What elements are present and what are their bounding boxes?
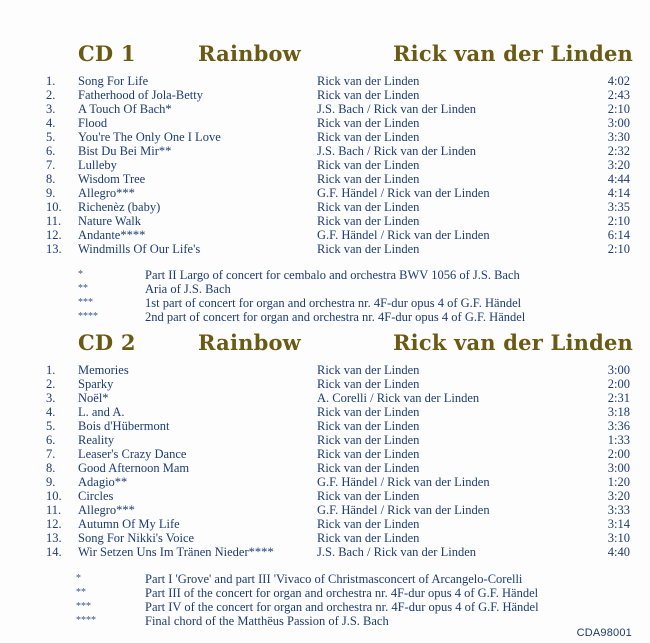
footnote-marker: ** [78,283,88,294]
cd1-label: CD 1 [78,41,136,66]
catalog-number: CDA98001 [576,627,632,639]
track-number: 11. [46,503,62,517]
track-title: Allegro*** [78,503,135,517]
footnote-text: Part III of the concert for organ and orchestra nr. 4F-dur opus 4 of G.F. Händel [145,586,539,600]
footnote [0,268,650,282]
footnote [0,586,650,600]
track-row [0,391,650,405]
track-duration: 4:14 [607,186,630,200]
track-row [0,228,650,242]
track-duration: 3:00 [607,461,630,475]
cd2-artist-name: Rick van der Linden [393,330,634,355]
track-title: Autumn Of My Life [78,517,180,531]
track-composer: J.S. Bach / Rick van der Linden [317,144,476,158]
track-duration: 3:14 [607,517,630,531]
track-duration: 1:33 [607,433,630,447]
track-duration: 2:10 [607,102,630,116]
cd1-artist-name: Rick van der Linden [393,41,634,66]
track-composer: Rick van der Linden [317,447,420,461]
footnote [0,310,650,324]
footnote-text: Part II Largo of concert for cembalo and orchestra BWV 1056 of J.S. Bach [145,268,520,282]
cd1-footnotes [0,268,650,324]
track-composer: Rick van der Linden [317,200,420,214]
footnote-text: Final chord of the Matthëus Passion of J.S. Bach [145,614,389,628]
track-row [0,377,650,391]
track-title: Memories [78,363,129,377]
track-duration: 1:20 [607,475,630,489]
footnote-marker: * [76,573,81,584]
footnote-text: 1st part of concert for organ and orchestra nr. 4F-dur opus 4 of G.F. Händel [145,296,522,310]
track-composer: Rick van der Linden [317,130,420,144]
track-title: Bois d'Hübermont [78,419,170,433]
track-title: You're The Only One I Love [78,130,221,144]
track-title: A Touch Of Bach* [78,102,172,116]
track-composer: Rick van der Linden [317,363,420,377]
cd1-tracklist [0,74,650,256]
track-duration: 2:00 [607,377,630,391]
footnote-marker: ** [76,587,86,598]
track-row [0,531,650,545]
track-number: 7. [46,158,56,172]
track-row [0,200,650,214]
track-number: 11. [46,214,62,228]
track-row [0,503,650,517]
track-duration: 4:44 [607,172,630,186]
footnote-marker: * [78,269,83,280]
track-composer: Rick van der Linden [317,419,420,433]
track-row [0,74,650,88]
footnote [0,282,650,296]
track-title: Bist Du Bei Mir** [78,144,172,158]
track-composer: G.F. Händel / Rick van der Linden [317,186,490,200]
track-row [0,419,650,433]
track-title: Richenèz (baby) [78,200,161,214]
track-title: Wir Setzen Uns Im Tränen Nieder**** [78,545,274,559]
track-duration: 2:10 [607,214,630,228]
track-number: 3. [46,102,56,116]
footnote-marker: *** [78,297,93,308]
track-row [0,517,650,531]
track-title: L. and A. [78,405,125,419]
track-duration: 4:40 [607,545,630,559]
track-composer: Rick van der Linden [317,74,420,88]
track-duration: 3:00 [607,363,630,377]
track-composer: Rick van der Linden [317,172,420,186]
track-duration: 3:20 [607,489,630,503]
track-composer: Rick van der Linden [317,433,420,447]
track-duration: 3:00 [607,116,630,130]
track-composer: J.S. Bach / Rick van der Linden [317,102,476,116]
track-title: Song For Nikki's Voice [78,531,195,545]
cd2-tracklist [0,363,650,559]
footnote [0,614,650,628]
track-row [0,363,650,377]
track-composer: J.S. Bach / Rick van der Linden [317,545,476,559]
track-number: 5. [46,419,56,433]
track-composer: G.F. Händel / Rick van der Linden [317,475,490,489]
track-title: Reality [78,433,115,447]
track-title: Adagio** [78,475,128,489]
track-number: 1. [46,363,56,377]
track-composer: Rick van der Linden [317,489,420,503]
track-number: 13. [46,531,62,545]
track-number: 8. [46,461,56,475]
track-number: 1. [46,74,56,88]
track-number: 3. [46,391,56,405]
footnote-text: 2nd part of concert for organ and orchestra nr. 4F-dur opus 4 of G.F. Händel [145,310,526,324]
track-title: Circles [78,489,114,503]
track-number: 10. [46,200,62,214]
track-number: 4. [46,405,56,419]
track-duration: 3:10 [607,531,630,545]
footnote-marker: **** [78,311,98,322]
track-composer: Rick van der Linden [317,531,420,545]
track-title: Flood [78,116,108,130]
track-row [0,88,650,102]
track-duration: 3:30 [607,130,630,144]
track-number: 8. [46,172,56,186]
track-title: Good Afternoon Mam [78,461,190,475]
track-number: 9. [46,475,56,489]
footnote-marker: **** [76,615,96,626]
track-composer: G.F. Händel / Rick van der Linden [317,503,490,517]
track-composer: Rick van der Linden [317,242,420,256]
footnote-text: Part I 'Grove' and part III 'Vivaco of Christmasconcert of Arcangelo-Corelli [145,572,523,586]
track-composer: Rick van der Linden [317,214,420,228]
track-composer: Rick van der Linden [317,405,420,419]
track-number: 9. [46,186,56,200]
track-duration: 3:20 [607,158,630,172]
track-title: Fatherhood of Jola-Betty [78,88,203,102]
track-row [0,214,650,228]
track-duration: 3:35 [607,200,630,214]
track-composer: Rick van der Linden [317,377,420,391]
track-row [0,489,650,503]
track-duration: 3:18 [607,405,630,419]
track-composer: Rick van der Linden [317,158,420,172]
track-number: 6. [46,144,56,158]
track-row [0,461,650,475]
track-number: 7. [46,447,56,461]
footnote [0,600,650,614]
track-duration: 2:00 [607,447,630,461]
track-row [0,475,650,489]
track-row [0,242,650,256]
track-duration: 4:02 [607,74,630,88]
track-number: 4. [46,116,56,130]
track-title: Allegro*** [78,186,135,200]
footnote-text: Aria of J.S. Bach [145,282,231,296]
track-number: 2. [46,88,56,102]
track-duration: 2:43 [607,88,630,102]
track-title: Lulleby [78,158,117,172]
track-number: 14. [46,545,62,559]
track-title: Song For Life [78,74,149,88]
track-composer: Rick van der Linden [317,116,420,130]
cd2-album-title: Rainbow [198,330,301,355]
cd1-album-title: Rainbow [198,41,301,66]
track-duration: 3:33 [607,503,630,517]
footnote [0,572,650,586]
track-row [0,405,650,419]
track-composer: Rick van der Linden [317,88,420,102]
track-row [0,130,650,144]
footnote [0,296,650,310]
track-number: 6. [46,433,56,447]
track-title: Wisdom Tree [78,172,146,186]
track-duration: 2:32 [607,144,630,158]
track-composer: Rick van der Linden [317,517,420,531]
track-row [0,144,650,158]
footnote-marker: *** [76,601,91,612]
track-title: Nature Walk [78,214,141,228]
track-row [0,447,650,461]
track-title: Noël* [78,391,109,405]
track-number: 12. [46,228,62,242]
track-title: Windmills Of Our Life's [78,242,201,256]
track-number: 2. [46,377,56,391]
track-row [0,158,650,172]
track-number: 13. [46,242,62,256]
track-row [0,433,650,447]
track-duration: 3:36 [607,419,630,433]
track-row [0,172,650,186]
track-number: 5. [46,130,56,144]
track-row [0,102,650,116]
track-number: 12. [46,517,62,531]
track-composer: G.F. Händel / Rick van der Linden [317,228,490,242]
footnote-text: Part IV of the concert for organ and orchestra nr. 4F-dur opus 4 of G.F. Händel [145,600,539,614]
track-title: Sparky [78,377,114,391]
track-duration: 6:14 [607,228,630,242]
track-duration: 2:31 [607,391,630,405]
track-number: 10. [46,489,62,503]
track-row [0,545,650,559]
track-row [0,186,650,200]
track-title: Andante**** [78,228,146,242]
track-duration: 2:10 [607,242,630,256]
track-composer: A. Corelli / Rick van der Linden [317,391,480,405]
track-title: Leaser's Crazy Dance [78,447,187,461]
track-composer: Rick van der Linden [317,461,420,475]
cd2-footnotes [0,572,650,628]
track-row [0,116,650,130]
cd2-label: CD 2 [78,330,136,355]
